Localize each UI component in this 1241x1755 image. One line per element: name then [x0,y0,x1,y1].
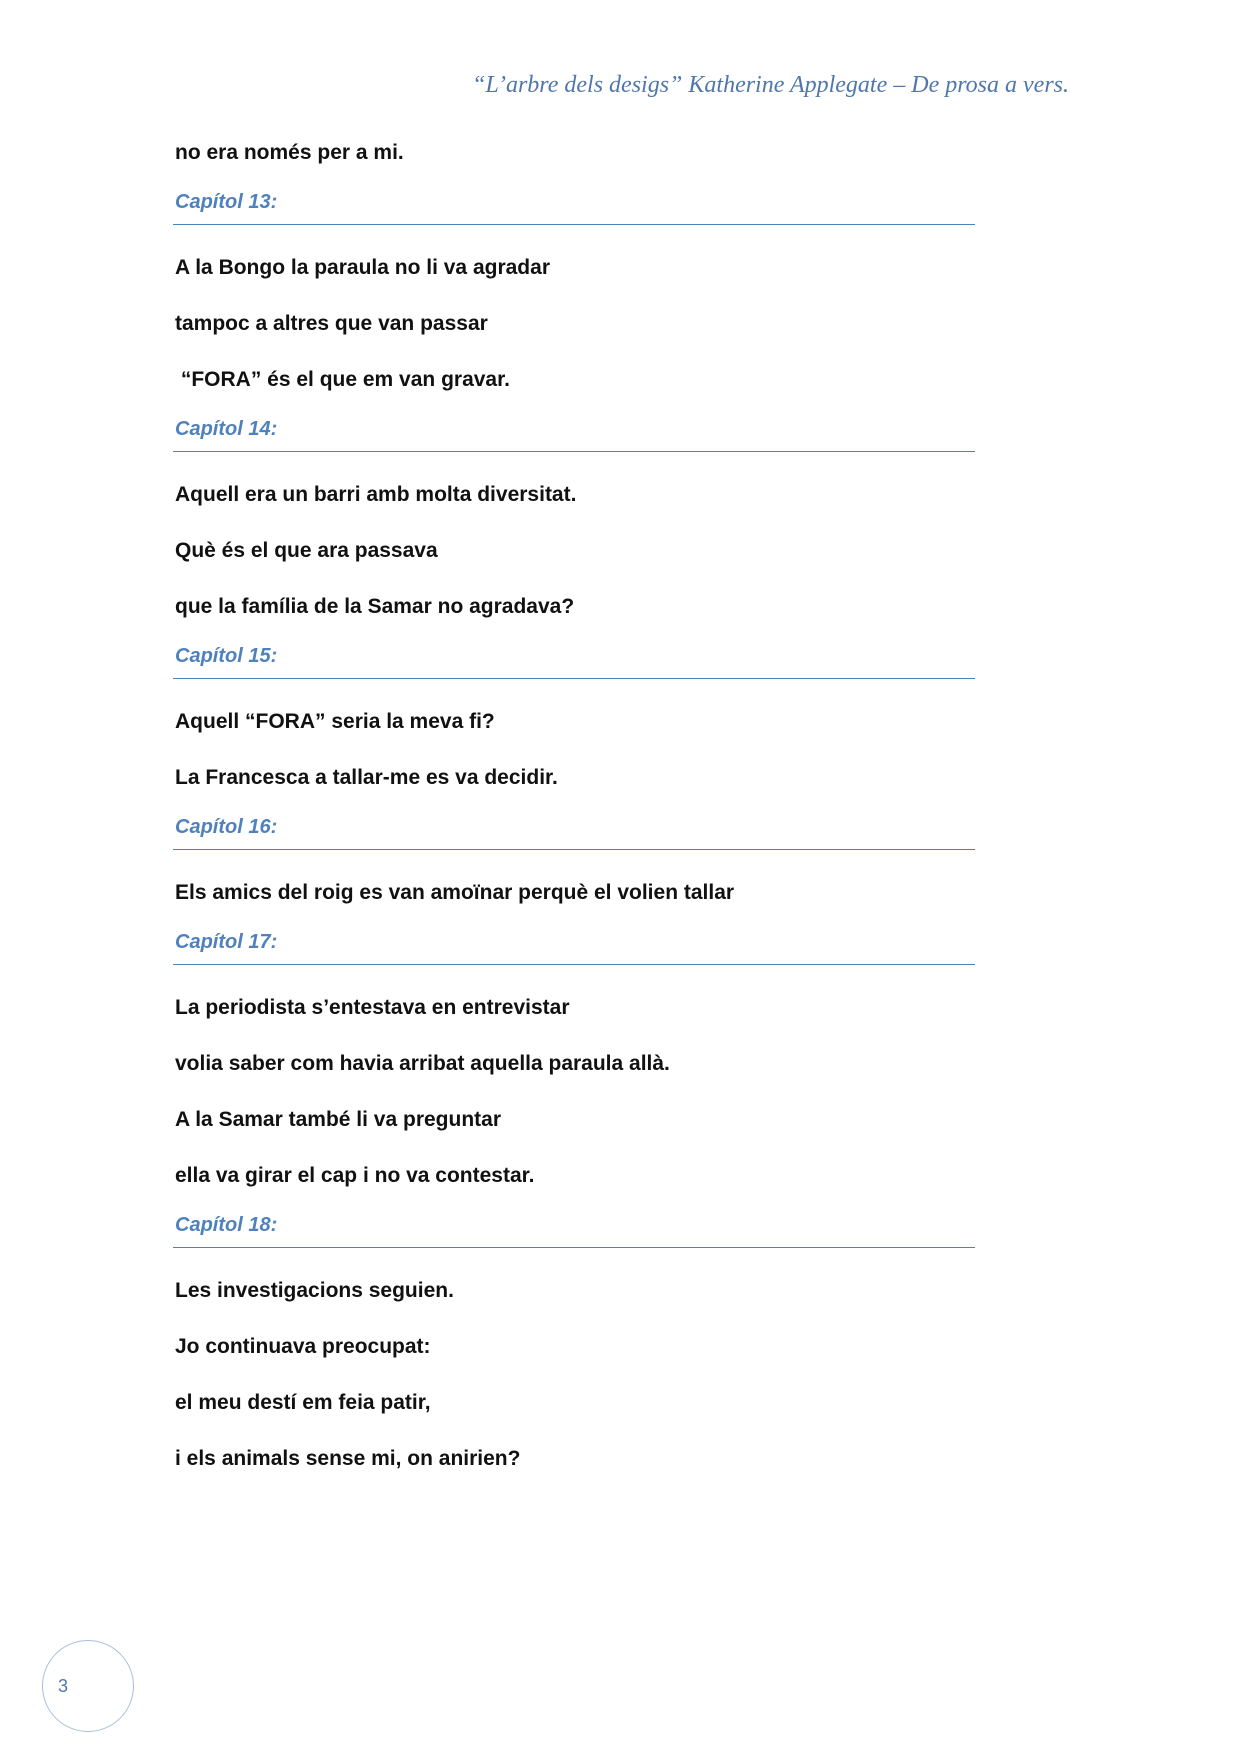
section-chapter-13 [175,188,975,395]
page-number-badge [42,1640,134,1732]
verse-line: La Francesca a tallar-me es va decidir. [175,766,558,789]
page-number: 3 [58,1675,69,1696]
verse-line: Els amics del roig es van amoïnar perquè el volien tallar [175,881,735,904]
verse-line: i els animals sense mi, on anirien? [175,1447,521,1470]
section-chapter-16 [175,813,975,908]
verse-line: Què és el que ara passava [175,539,438,562]
verse-line: volia saber com havia arribat aquella paraula allà. [175,1052,670,1075]
document-body [175,138,975,1494]
section-chapter-15 [175,642,975,793]
section-chapter-18 [175,1211,975,1474]
chapter-heading: Capítol 15: [173,642,975,679]
verse-line: La periodista s’entestava en entrevistar [175,996,570,1019]
chapter-heading: Capítol 13: [173,188,975,225]
section-chapter-14 [175,415,975,622]
verse-line: “FORA” és el que em van gravar. [175,368,510,391]
verse-line: A la Samar també li va preguntar [175,1108,502,1131]
section-intro [175,138,975,168]
verse-line: no era només per a mi. [175,141,404,164]
verse-line: Aquell “FORA” seria la meva fi? [175,710,495,733]
verse-line: Les investigacions seguien. [175,1279,454,1302]
verse-line: tampoc a altres que van passar [175,312,488,335]
verse-line: ella va girar el cap i no va contestar. [175,1164,535,1187]
verse-line: Jo continuava preocupat: [175,1335,431,1358]
chapter-heading: Capítol 18: [173,1211,975,1248]
page-header-title: “L’arbre dels desigs” Katherine Applegate – De prosa a vers. [472,72,1069,98]
section-chapter-17 [175,928,975,1191]
chapter-heading: Capítol 17: [173,928,975,965]
verse-line: que la família de la Samar no agradava? [175,595,575,618]
chapter-heading: Capítol 16: [173,813,975,850]
chapter-heading: Capítol 14: [173,415,975,452]
verse-line: el meu destí em feia patir, [175,1391,431,1414]
verse-line: Aquell era un barri amb molta diversitat. [175,483,577,506]
verse-line: A la Bongo la paraula no li va agradar [175,256,550,279]
